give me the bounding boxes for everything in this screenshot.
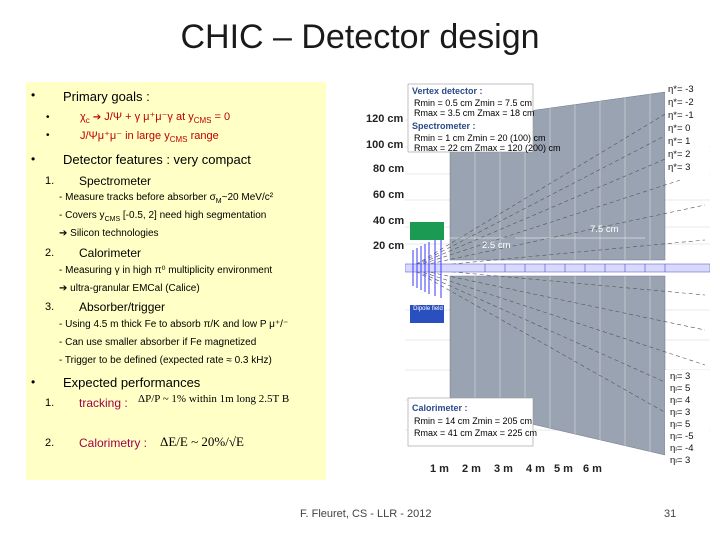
x-tick: 4 m bbox=[526, 463, 545, 475]
item-2-line-2: ➔ ultra-granular EMCal (Calice) bbox=[59, 283, 200, 294]
bullet: • bbox=[46, 130, 50, 141]
item-3-title: Absorber/trigger bbox=[79, 300, 166, 314]
calorimeter-block bbox=[410, 222, 444, 240]
eta-label: η*= -1 bbox=[668, 110, 694, 121]
perf-1-label: tracking : bbox=[79, 396, 128, 410]
eta-label: ηₗ= 3 bbox=[670, 455, 691, 466]
item-3-number: 3. bbox=[45, 301, 55, 313]
dimension-2-5cm: 2.5 cm bbox=[482, 240, 511, 251]
y-tick: 20 cm bbox=[373, 240, 405, 252]
perf-1-number: 1. bbox=[45, 397, 55, 409]
item-2-line-1: - Measuring γ in high π⁰ multiplicity environment bbox=[59, 265, 273, 276]
x-tick: 1 m bbox=[430, 463, 449, 475]
y-tick: 120 cm bbox=[366, 113, 404, 125]
eta-label: η*= -3 bbox=[668, 84, 694, 95]
item-3-line-2: - Can use smaller absorber if Fe magnetized bbox=[59, 337, 257, 348]
bullet: • bbox=[46, 112, 50, 123]
eta-label: ηₗ= 3 bbox=[670, 407, 691, 418]
performance-heading: Expected performances bbox=[63, 375, 201, 390]
eta-label: ηₗ= 4 bbox=[670, 395, 691, 406]
item-2-number: 2. bbox=[45, 247, 55, 259]
eta-label: η*= 0 bbox=[668, 123, 691, 134]
y-tick: 60 cm bbox=[373, 189, 405, 201]
perf-2-number: 2. bbox=[45, 437, 55, 449]
spectrometer-line-2: Rmax = 22 cm Zmax = 120 (200) cm bbox=[414, 143, 561, 153]
item-3-line-3: - Trigger to be defined (expected rate ≈ 0.3 kHz) bbox=[59, 355, 272, 366]
dimension-7-5cm: 7.5 cm bbox=[590, 224, 619, 235]
calorimeter-line-1: Rmin = 14 cm Zmin = 205 cm bbox=[414, 416, 533, 426]
perf-2-label: Calorimetry : bbox=[79, 436, 148, 450]
eta-label: ηₗ= -4 bbox=[670, 443, 694, 454]
eta-label: η*= -2 bbox=[668, 97, 694, 108]
eta-label: ηₗ= 5 bbox=[670, 419, 691, 430]
x-tick: 3 m bbox=[494, 463, 513, 475]
y-tick: 80 cm bbox=[373, 163, 405, 175]
item-1-line-2: - Covers $y_{CMS}$ [-0.5, 2] need high segmentation bbox=[59, 210, 267, 223]
calorimetry-formula: ΔE/E ~ 20%/√E bbox=[160, 434, 244, 449]
item-1-number: 1. bbox=[45, 175, 55, 187]
tracking-formula: ΔP/P ~ 1% within 1m long 2.5T B bbox=[138, 393, 290, 405]
x-tick: 5 m bbox=[554, 463, 573, 475]
vertex-line-1: Rmin = 0.5 cm Zmin = 7.5 cm bbox=[414, 98, 533, 108]
vertex-line-2: Rmax = 3.5 cm Zmax = 18 cm bbox=[414, 108, 535, 118]
spectrometer-line-1: Rmin = 1 cm Zmin = 20 (100) cm bbox=[414, 133, 546, 143]
eta-label: ηₗ= 3 bbox=[670, 371, 691, 382]
item-2-title: Calorimeter bbox=[79, 246, 142, 260]
calorimeter-title: Calorimeter : bbox=[412, 403, 468, 413]
eta-label: η*= 2 bbox=[668, 149, 691, 160]
x-tick: 2 m bbox=[462, 463, 481, 475]
item-3-line-1: - Using 4.5 m thick Fe to absorb π/K and low P μ⁺/⁻ bbox=[59, 319, 289, 330]
goal-2: J/Ψμ⁺μ⁻ in large $y_{CMS}$ range bbox=[80, 130, 219, 145]
y-tick: 40 cm bbox=[373, 215, 405, 227]
dipole-label: Dipole field bbox=[413, 306, 443, 312]
eta-label: η*= 3 bbox=[668, 162, 691, 173]
item-1-line-1: - Measure tracks before absorber $\sigma_M\sim 20$ MeV/c² bbox=[59, 192, 274, 205]
x-tick: 6 m bbox=[583, 463, 602, 475]
features-heading: Detector features : very compact bbox=[63, 152, 251, 167]
bullet: • bbox=[31, 375, 36, 389]
slide-title: CHIC – Detector design bbox=[180, 18, 540, 56]
y-tick: 100 cm bbox=[366, 139, 404, 151]
item-1-line-3: ➔ Silicon technologies bbox=[59, 228, 159, 239]
vertex-title: Vertex detector : bbox=[412, 86, 483, 96]
eta-label: η*= 1 bbox=[668, 136, 691, 147]
footer-author: F. Fleuret, CS - LLR - 2012 bbox=[300, 508, 432, 520]
eta-label: ηₗ= -5 bbox=[670, 431, 694, 442]
goals-heading: Primary goals : bbox=[63, 89, 150, 104]
goal-1: $\chi_c$ ➔ J/Ψ + γ μ⁺μ⁻γ at $y_{CMS} = 0$ bbox=[80, 111, 231, 126]
bullet: • bbox=[31, 88, 36, 102]
eta-label: ηₗ= 5 bbox=[670, 383, 691, 394]
item-1-title: Spectrometer bbox=[79, 174, 152, 188]
bullet: • bbox=[31, 152, 36, 166]
calorimeter-line-2: Rmax = 41 cm Zmax = 225 cm bbox=[414, 428, 538, 438]
spectrometer-title: Spectrometer : bbox=[412, 121, 476, 131]
page-number: 31 bbox=[664, 508, 677, 520]
